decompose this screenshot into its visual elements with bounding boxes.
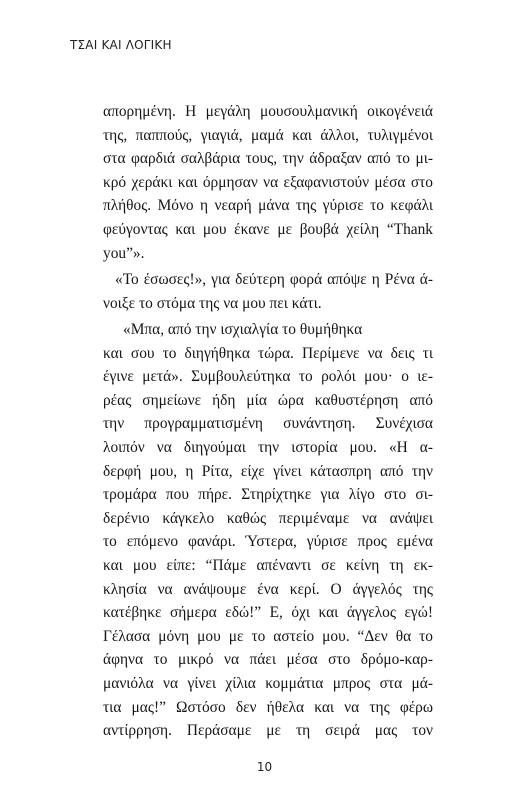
text-line: Γέλασα μόνη μου με το αστείο μου. “Δεν θα το — [103, 627, 433, 645]
text-line: τια μας!” Ωστόσο δεν ήθελα και να της φέρω — [103, 698, 433, 716]
text-line: και σου το διηγήθηκα τώρα. Περίμενε να δεις τι — [103, 344, 433, 362]
text-line: φεύγοντας και μου έκανε με βουβά χείλη “Thank — [103, 220, 433, 238]
text-line: απορημένη. Η μεγάλη μουσουλμανική οικογένειά — [103, 103, 433, 120]
text-line: την προγραμματισμένη συνάντηση. Συνέχισα — [103, 415, 433, 433]
text-line: ρέας σημείωνε ήδη μία ώρα καθυστέρηση από — [103, 391, 433, 409]
text-line: της, παππούς, γιαγιά, μαμά και άλλοι, τυλιγμένοι — [103, 126, 433, 144]
page-number: 10 — [256, 760, 273, 774]
text-line: κλησία να ανάψουμε ένα κερί. Ο άγγελός της — [103, 580, 433, 598]
text-line: και μου είπε: “Πάμε απέναντι σε κείνη τη εκ- — [103, 556, 433, 574]
text-line: μανιόλα να γίνει χίλια κομμάτια μπρος στα μά- — [103, 674, 433, 692]
text-line: δερένιο κάγκελο καθώς περιμέναμε να ανάψει — [103, 509, 433, 527]
text-line: στα φαρδιά σαλβάρια τους, την άδραξαν από το μι- — [103, 150, 433, 168]
text-line: you”». — [103, 244, 145, 262]
text-line: «Το έσωσες!», για δεύτερη φορά απόψε η Ρένα ά- — [115, 271, 433, 288]
text-line: έγινε μετά». Συμβουλεύτηκα το ρολόι μου· ο ιε- — [103, 368, 433, 386]
paragraph-1 — [103, 100, 433, 265]
text-line: κρό χεράκι και όρμησαν να εξαφανιστούν μέσα στο — [103, 173, 433, 191]
text-line: πλήθος. Μόνο η νεαρή μάνα της γύρισε το κεφάλι — [103, 197, 433, 215]
text-line: το επόμενο φανάρι. Ύστερα, γύρισε προς εμένα — [103, 533, 433, 551]
text-line: δερφή μου, η Ρίτα, είχε γίνει κάτασπρη από την — [103, 462, 433, 480]
text-line: νοιξε το στόμα της να μου πει κάτι. — [103, 294, 322, 312]
text-line: άφηνα το μικρό να πάει μέσα στο δρόμο-καρ- — [103, 651, 433, 669]
text-line: τρομάρα που πήρε. Στηρίχτηκε για λίγο στο σι- — [103, 486, 433, 504]
text-line: κατέβηκε σήμερα εδώ!” Ε, όχι και άγγελος εγώ! — [103, 604, 433, 622]
running-head: ΤΣΑΙ ΚΑΙ ΛΟΓΙΚΗ — [70, 38, 172, 52]
text-line: «Μπα, από την ισχιαλγία το θυμήθηκα — [123, 321, 363, 338]
text-line: αντίρρηση. Περάσαμε με τη σειρά μας τον — [103, 722, 433, 740]
paragraph-3 — [103, 318, 433, 743]
paragraph-2 — [103, 268, 433, 315]
text-line: λοιπόν να διηγούμαι την ιστορία μου. «Η α- — [103, 438, 433, 456]
